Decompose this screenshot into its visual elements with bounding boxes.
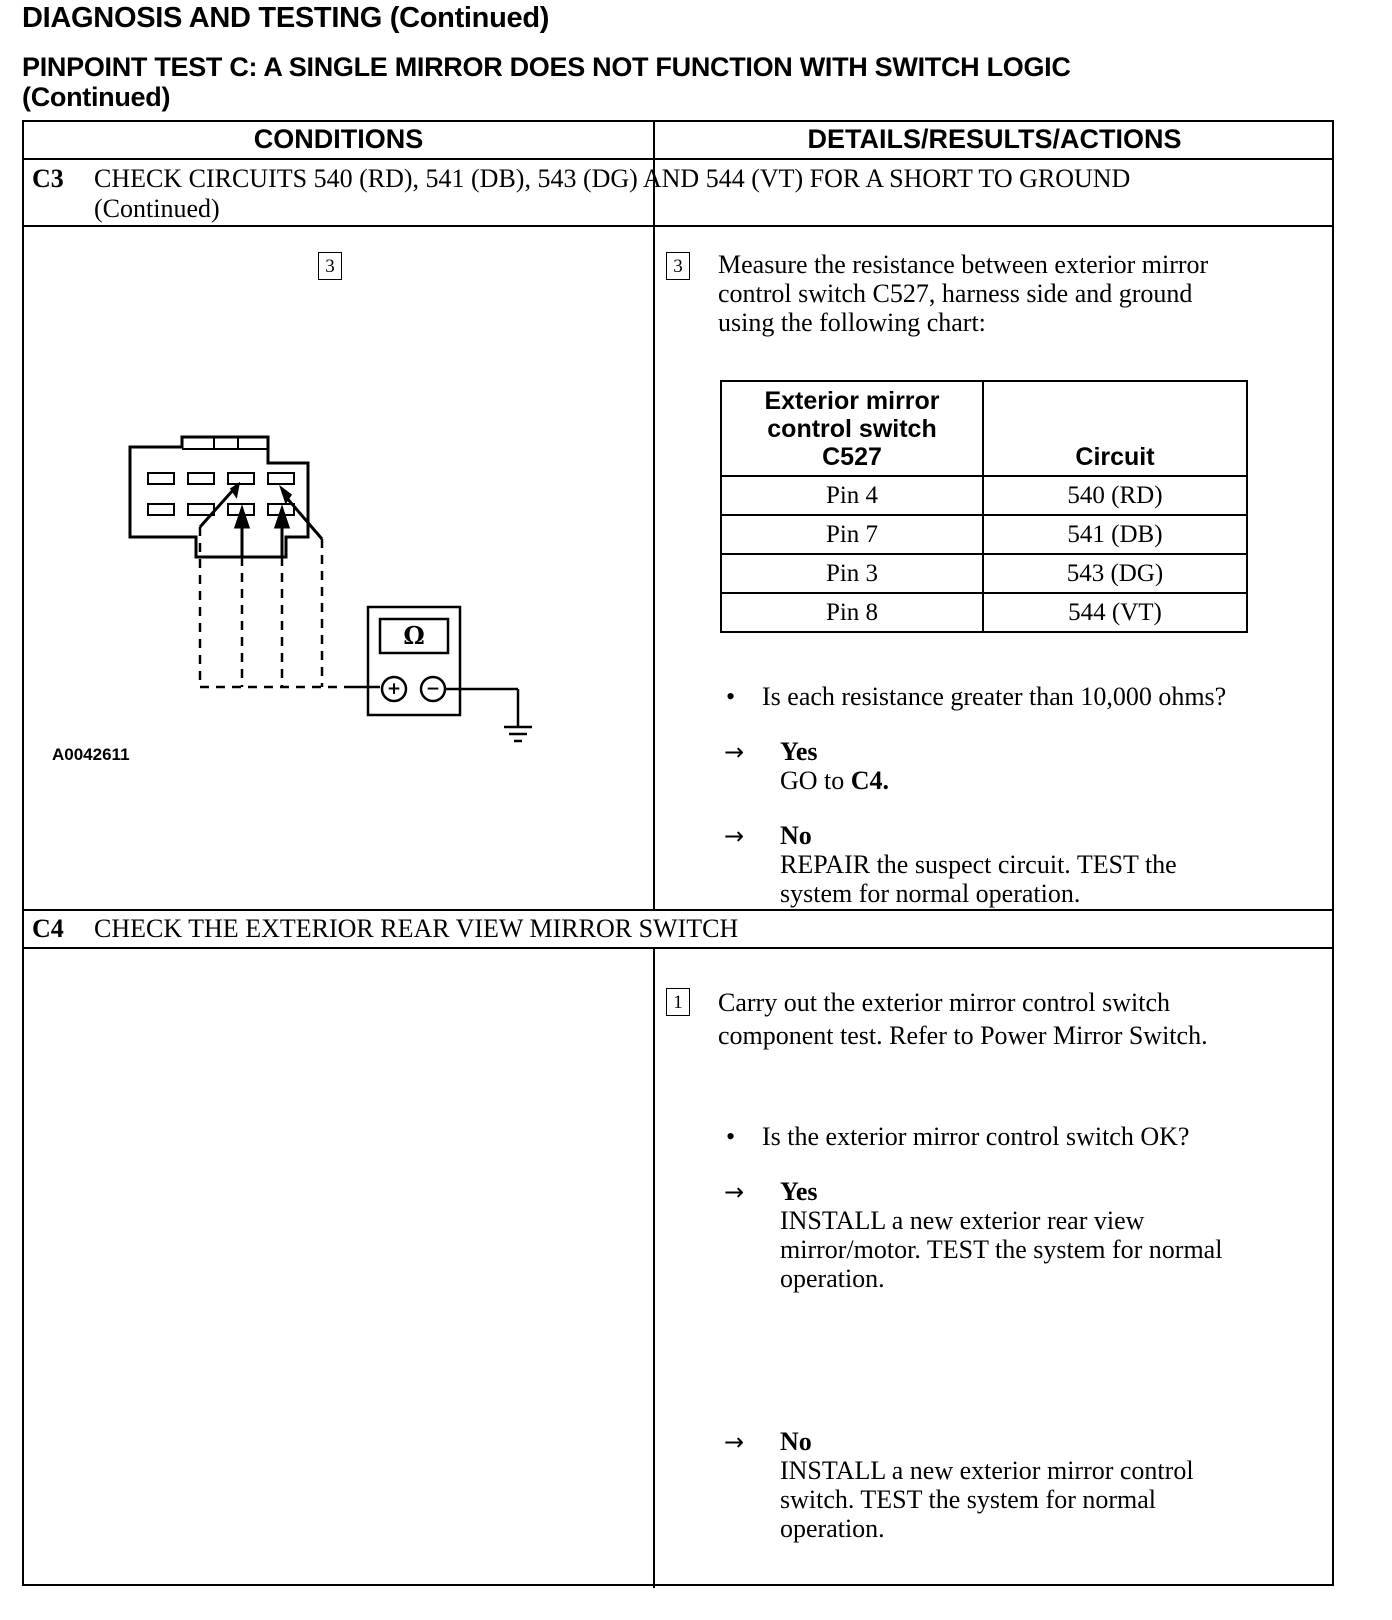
c4-no-action-line2: switch. TEST the system for normal [780, 1485, 1156, 1514]
c4-no-action-line3: operation. [780, 1514, 885, 1543]
c4-step-title: CHECK THE EXTERIOR REAR VIEW MIRROR SWITCH [94, 914, 739, 943]
table-row [721, 476, 1247, 515]
c4-yes-action-line1: INSTALL a new exterior rear view [780, 1206, 1145, 1235]
pinpoint-test-table [22, 120, 1334, 1586]
table-row [721, 515, 1247, 554]
c3-bullet: • [726, 682, 736, 711]
circuit-cell: 543 (DG) [983, 554, 1247, 593]
column-header-details: DETAILS/RESULTS/ACTIONS [807, 124, 1182, 154]
table-row [721, 554, 1247, 593]
c4-step-id: C4 [32, 914, 64, 943]
c4-yes-label: Yes [780, 1177, 818, 1206]
chart-header-connector-line1: Exterior mirror [764, 387, 940, 415]
chart-header-circuit: Circuit [983, 381, 1247, 476]
circuit-cell: 540 (RD) [983, 476, 1247, 515]
c4-instruction-line2: component test. Refer to Power Mirror Switch. [718, 1021, 1208, 1050]
chart-header-connector-line2: control switch [767, 415, 937, 443]
test-title-line1: PINPOINT TEST C: A SINGLE MIRROR DOES NOT FUNCTION WITH SWITCH LOGIC [22, 52, 1071, 82]
c3-yes-action-text: GO to [780, 766, 851, 795]
circuit-cell: 541 (DB) [983, 515, 1247, 554]
connector-wiring-diagram [24, 227, 652, 787]
pin-circuit-chart [720, 380, 1248, 633]
ohm-symbol: Ω [403, 621, 425, 650]
c4-instruction [718, 986, 1208, 1052]
chart-header-connector-line3: C527 [822, 443, 882, 471]
c4-bullet: • [726, 1122, 736, 1151]
figure-step-box: 3 [318, 252, 342, 280]
chart-header-row [721, 381, 1247, 476]
pin-cell: Pin 4 [721, 476, 983, 515]
plus-terminal: + [386, 679, 402, 699]
c3-title-line2: (Continued) [94, 194, 220, 223]
c3-yes-arrow: → [724, 738, 745, 766]
column-divider-top [653, 122, 655, 911]
test-title [22, 52, 1071, 112]
c3-instruction-line2: control switch C527, harness side and ground [718, 279, 1193, 308]
test-title-line2: (Continued) [22, 82, 171, 112]
table-row [721, 593, 1247, 632]
column-header-conditions: CONDITIONS [253, 124, 424, 154]
c4-no-arrow: → [724, 1428, 745, 1456]
c4-no-label: No [780, 1427, 812, 1456]
c3-body-divider [24, 909, 1334, 911]
c4-no-block [780, 1427, 1194, 1543]
pin-cell: Pin 8 [721, 593, 983, 632]
c3-instruction-line1: Measure the resistance between exterior mirror [718, 250, 1209, 279]
c3-instruction [718, 250, 1208, 337]
c3-step-title [94, 164, 1130, 224]
column-divider-bottom [653, 947, 655, 1588]
c3-no-action-line2: system for normal operation. [780, 879, 1081, 908]
c3-instruction-line3: using the following chart: [718, 308, 986, 337]
c4-step-box: 1 [666, 988, 690, 1016]
c3-step-id: C3 [32, 164, 64, 193]
c4-yes-arrow: → [724, 1178, 745, 1206]
pin-cell: Pin 3 [721, 554, 983, 593]
figure-id: A0042611 [52, 745, 130, 764]
c4-no-action-line1: INSTALL a new exterior mirror control [780, 1456, 1194, 1485]
c3-no-arrow: → [724, 822, 745, 850]
c3-no-action-line1: REPAIR the suspect circuit. TEST the [780, 850, 1177, 879]
chart-header-connector [721, 381, 983, 476]
c3-yes-action [780, 766, 889, 795]
c4-yes-action-line2: mirror/motor. TEST the system for normal [780, 1235, 1223, 1264]
section-title: DIAGNOSIS AND TESTING (Continued) [22, 2, 550, 34]
c3-no-label: No [780, 821, 812, 850]
circuit-cell: 544 (VT) [983, 593, 1247, 632]
c4-question: Is the exterior mirror control switch OK? [762, 1122, 1190, 1151]
c4-title-divider [24, 947, 1334, 949]
c3-yes-block [780, 737, 889, 795]
c3-step-box: 3 [666, 252, 690, 280]
minus-terminal: − [425, 679, 441, 699]
c3-no-block [780, 821, 1177, 908]
c3-yes-action-target: C4. [850, 766, 890, 795]
c4-yes-block [780, 1177, 1222, 1293]
pin-cell: Pin 7 [721, 515, 983, 554]
c4-yes-action-line3: operation. [780, 1264, 885, 1293]
c3-title-line1: CHECK CIRCUITS 540 (RD), 541 (DB), 543 (DG) AND 544 (VT) FOR A SHORT TO GROUND [94, 164, 1131, 193]
c3-question: Is each resistance greater than 10,000 ohms? [762, 682, 1227, 711]
c3-yes-label: Yes [780, 737, 818, 766]
c4-instruction-line1: Carry out the exterior mirror control switch [718, 988, 1170, 1017]
c3-figure [24, 227, 652, 787]
header-row-divider [24, 158, 1334, 160]
